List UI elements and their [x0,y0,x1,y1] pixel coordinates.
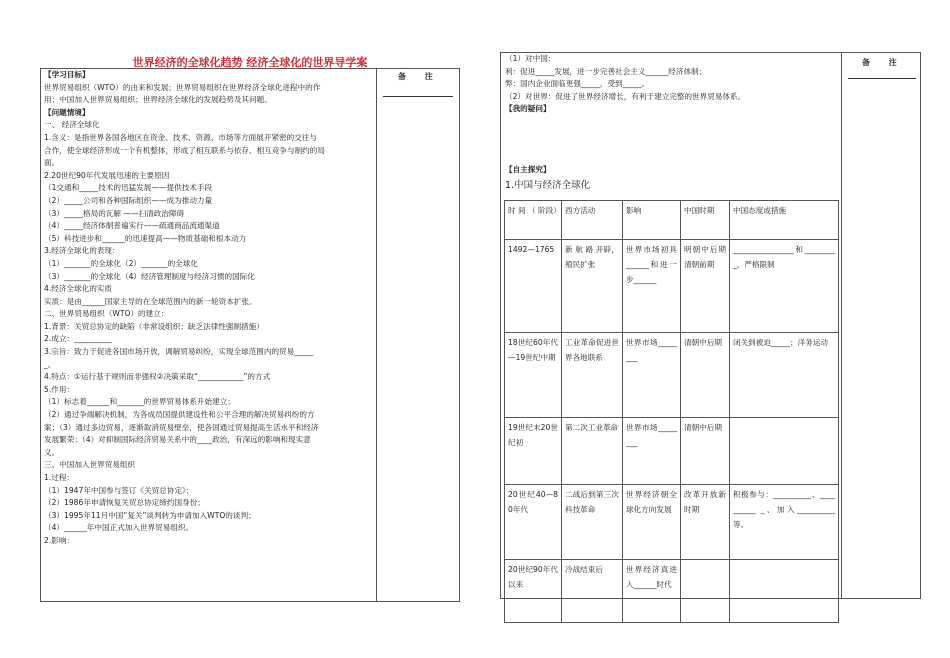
left-notes-header: 备 注 [398,72,441,81]
text-line: （2）对世界：促进了世界经济增长，有利于建立完整的世界贸易体系。 [505,91,746,101]
text-line: （3）_____格局的瓦解 ——扫清政治障碍 [44,208,185,218]
table-cell: 积极参与：__________、__________ _、加入__________等。 [730,485,839,560]
text-line: 实质：是由______国家主导的在全球范围内的新一轮资本扩张。 [44,296,257,306]
section-heading: 【学习目标】 [44,70,90,79]
text-line: （4）_____经济体制普遍实行——疏通商品流通渠道 [44,221,220,231]
text-line: 1.背景：关贸总协定的缺陷（非常设组织；缺乏法律性强制措施） [44,321,264,331]
text-line: （5）科技进步和______的迅速提高——物质基础和根本动力 [44,233,247,243]
text-line: （2）1986年申请恢复关贸总协定缔约国身份； [44,498,205,508]
table-cell: 新 航 路 开辟，殖民扩张 [562,240,623,333]
table-cell: 闭关到被迫_____；洋务运动 [730,333,839,418]
table-cell: 世界经济朝全球化方向发展 [623,485,681,560]
text-line: 案；（3）通过多边贸易，逐渐取消贸易壁垒，使各国通过贸易提高生活水平和经济 [44,422,319,432]
text-line: 2.成立：__________ [44,334,112,344]
text-line: （3）1995年11月中国“复关”谈判转为申请加入WTO的谈判； [44,510,256,520]
table-header-row [505,201,839,240]
text-line: 4.特点：①运行基于规则而非强权②决策采取“____________”的方式 [44,372,271,382]
table-caption: 1.中国与经济全球化 [505,179,591,191]
table-cell: 改革开放新时期 [681,485,730,560]
left-content [44,69,374,548]
table-header-cell: 西方活动 [562,201,623,240]
text-line: （1交通和_____技术的迅猛发展——提供技术手段 [44,183,213,193]
table-cell: 清朝中后期 [681,333,730,418]
table-cell: 世界市场初具 ______和进一步______ [623,240,681,333]
table-header-cell: 影响 [623,201,681,240]
text-line: 1.过程： [44,473,75,482]
table-cell: 工业革命促进世界各地联系 [562,333,623,418]
text-line: （2）通过争端解决机制，为各成员国提供建设性和公平合理的解决贸易纠纷的方 [44,410,315,420]
text-line: （1）标志着______和_______的世界贸易体系开始建立； [44,397,235,407]
table-cell: 世界市场________ [623,418,681,485]
text-line: 三、中国加入世界贸易组织 [44,460,136,470]
right-notes-divider [841,52,842,599]
table-cell [681,560,730,623]
text-line: （1）_______的全球化（2）_______的全球化 [44,258,198,268]
text-line: 义。 [44,447,60,457]
table-header-cell: 时 间 （ 阶段） [505,201,562,240]
text-line: 面。 [44,158,60,168]
text-line: 合作，使全球经济形成一个有机整体，形成了相互联系与依存、相互竞争与制约的局 [44,145,325,155]
text-line: 发展繁荣；（4）对抑制国际经济贸易关系中的____政治，有深远的影响和现实意 [44,435,311,445]
table-row [505,240,839,333]
text-line: _。 [44,359,56,369]
text-line: （2）_____公司和各种国际组织——成为推动力量 [44,195,213,205]
table-cell: 世界经济真进入______时代 [623,560,681,623]
text-line: 世界贸易组织（WTO）的由来和发展；世界贸易组织在世界经济全球化进程中的作 [44,82,321,92]
table-cell: 20世纪90年代以来 [505,560,562,623]
right-notes-header: 备 注 [862,58,905,67]
table-cell [730,418,839,485]
table-row [505,560,839,623]
table-row [505,485,839,560]
text-line: 二、世界贸易组织（WTO）的建立： [44,309,169,319]
text-line: 弊：国内企业面临更强_____，受到_____。 [505,79,650,89]
table-cell: 明朝中后期清朝前期 [681,240,730,333]
text-line: 用；中国加入世界贸易组织；世界经济全球化的发展趋势及其问题。 [44,95,272,105]
text-line: 2.20世纪90年代发展迅速的主要原因 [44,170,170,180]
right-notes-rule [848,78,916,79]
table-cell: 冷战结束后 [562,560,623,623]
explore-section [505,164,839,193]
left-notes-rule [383,96,453,97]
section-heading: 【问题情境】 [44,107,90,117]
table-cell: 20世纪40—80年代 [505,485,562,560]
table-cell: 18世纪60年代—19世纪中期 [505,333,562,418]
right-content [505,53,839,116]
text-line: 3.经济全球化的表现： [44,246,120,256]
table-cell: ________________和_________，严格限制 [730,240,839,333]
table-cell: 清朝中后期 [681,418,730,485]
table-row [505,333,839,418]
text-line: 1.含义：是指世界各国各地区在资金、技术、资源、市场等方面展开紧密的交往与 [44,132,318,142]
text-line: （1）对中国： [505,54,556,63]
table-row [505,418,839,485]
text-line: （4）______年中国正式加入世界贸易组织。 [44,523,194,533]
text-line: （3）_______的全球化（4）经济管理制度与经济习惯的国际化 [44,271,255,281]
explore-header: 【自主探究】 [505,165,551,174]
table-cell: 19世纪末20世纪初 [505,418,562,485]
text-line: 利：促进_____发展，进一步完善社会主义______经济体制； [505,66,707,76]
table-cell: 二战后到第三次科技革命 [562,485,623,560]
left-notes-divider [376,68,377,602]
table-header-cell: 中国时期 [681,201,730,240]
section-heading: 【我的疑问】 [505,104,551,114]
text-line: 5.作用： [44,384,75,394]
text-line: （1）1947年中国参与签订《关贸总协定》； [44,485,194,495]
page-title: 世界经济的全球化趋势 经济全球化的世界导学案 [132,56,368,69]
text-line: 4.经济全球化的实质 [44,284,112,294]
table-header-cell: 中国态度或措施 [730,201,839,240]
table-cell: 世界市场________ [623,333,681,418]
table-cell [730,560,839,623]
table-cell: 第二次工业革命 [562,418,623,485]
text-line: 一、 经济全球化 [44,120,100,130]
text-line: 2.影响： [44,535,75,545]
text-line: 3.宗旨：致力于促进各国市场开放，调解贸易纠纷，实现全球范围内的贸易_____ [44,347,314,357]
table-cell: 1492—1765 [505,240,562,333]
china-globalization-table [504,200,839,623]
